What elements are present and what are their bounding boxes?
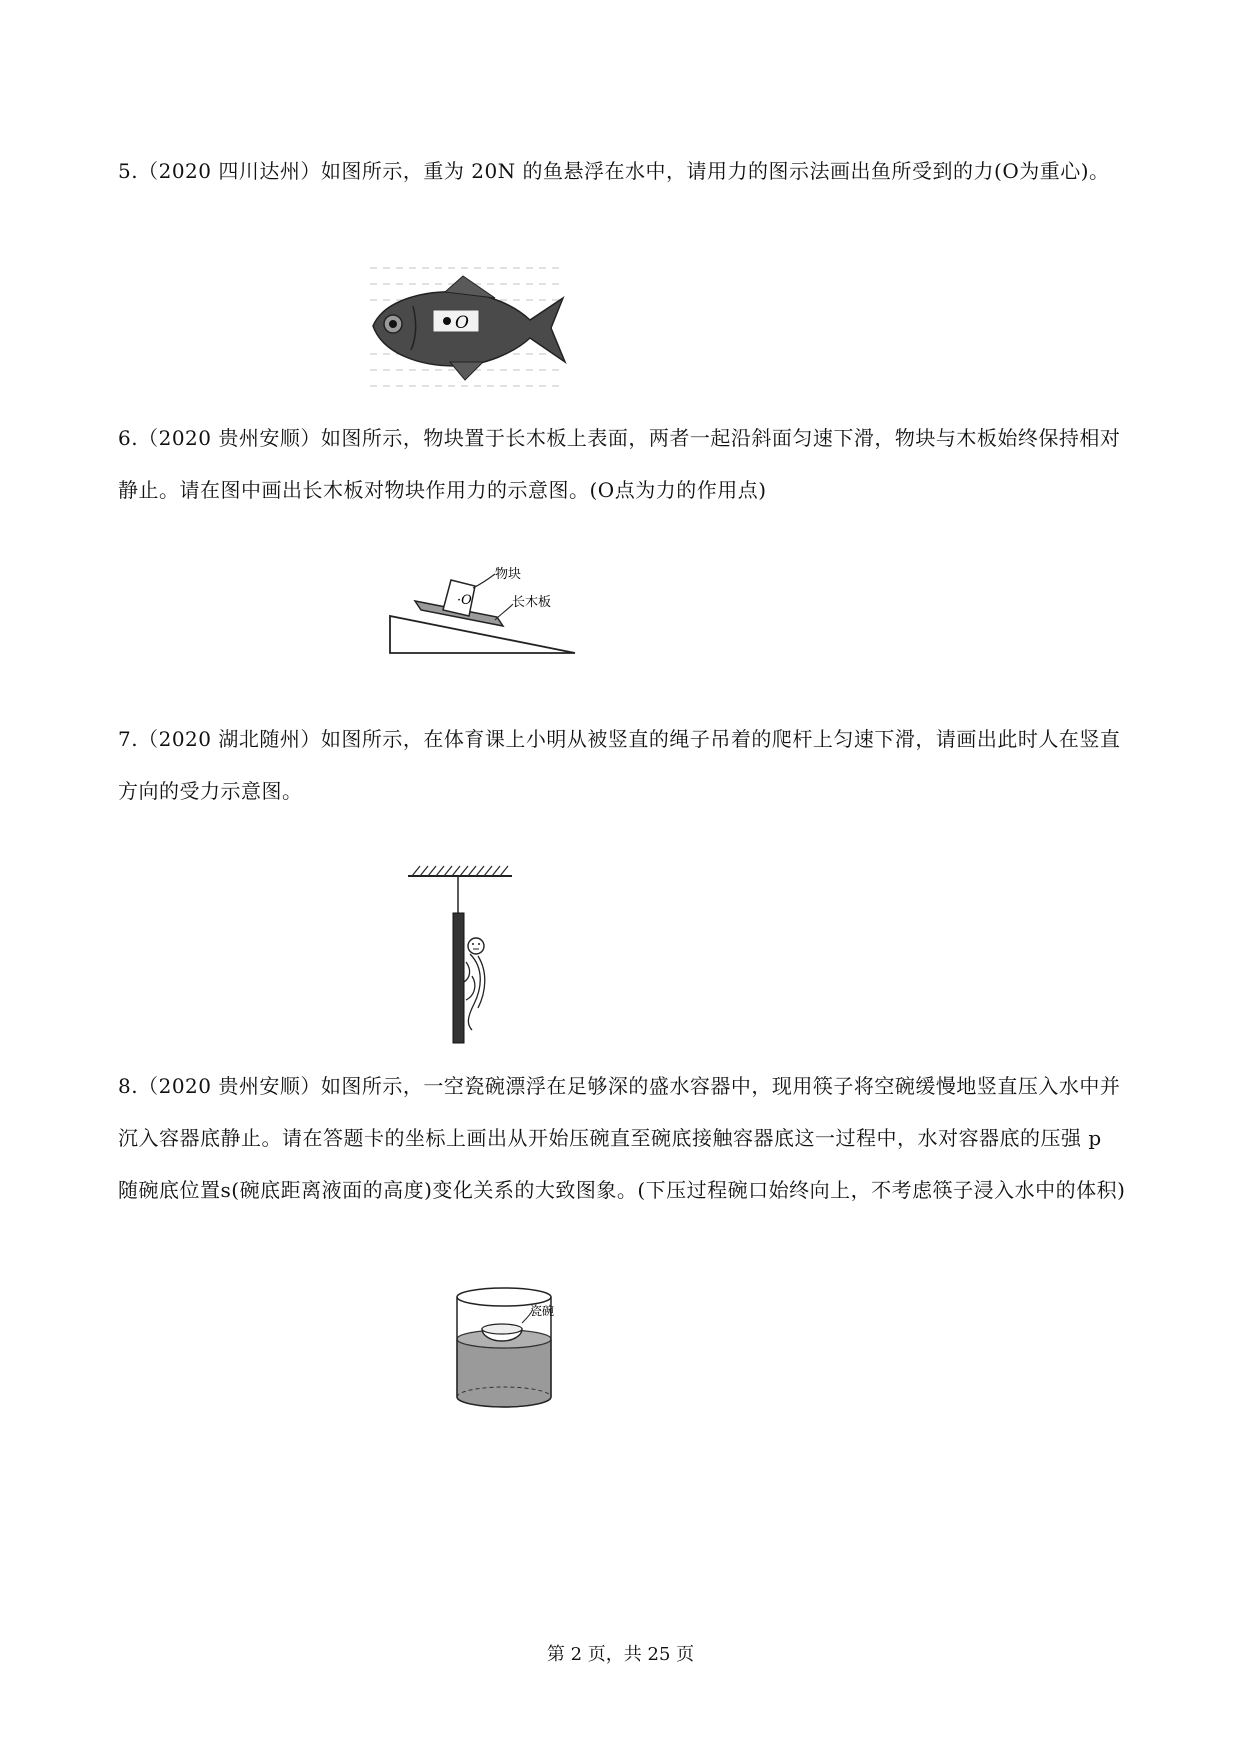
incline-figure (385, 558, 585, 658)
question-number: 7. (118, 727, 139, 751)
question-text: 如图所示，物块置于长木板上表面，两者一起沿斜面匀速下滑，物块与木板始终保持相对静止。请在图中画出长木板对物块作用力的示意图。(O点为力的作用点) (118, 426, 1121, 502)
question-7 (118, 713, 1128, 817)
question-source: （2020 贵州安顺） (138, 1074, 321, 1098)
question-5 (118, 145, 1128, 197)
block-label: 物块 (495, 567, 522, 582)
question-source: （2020 湖北随州） (138, 727, 321, 751)
bowl-label: 瓷碗 (530, 1304, 555, 1318)
question-text: 如图所示，在体育课上小明从被竖直的绳子吊着的爬杆上匀速下滑，请画出此时人在竖直方向的受力示意图。 (118, 727, 1121, 803)
climbing-pole-figure (400, 858, 525, 1048)
question-number: 8. (118, 1074, 139, 1098)
page-footer: 第 2 页，共 25 页 (546, 1644, 695, 1665)
fish-center-label: O (455, 313, 469, 333)
question-number: 5. (118, 159, 139, 183)
question-source: （2020 贵州安顺） (138, 426, 321, 450)
question-number: 6. (118, 426, 139, 450)
bowl-container-figure (450, 1285, 560, 1415)
board-label: 长木板 (512, 595, 552, 610)
question-text: 如图所示，重为 20N 的鱼悬浮在水中，请用力的图示法画出鱼所受到的力(O为重心)。 (320, 159, 1110, 183)
question-6 (118, 412, 1128, 516)
question-text: 如图所示，一空瓷碗漂浮在足够深的盛水容器中，现用筷子将空碗缓慢地竖直压入水中并沉入容器底静止。请在答题卡的坐标上画出从开始压碗直至碗底接触容器底这一过程中，水对容器底的压强 p 随碗底位置s(碗底距离液面的高度)变化关系的大致图象。(下压过程碗口始终向上，不考虑筷子浸入水中的体积) (118, 1074, 1126, 1202)
fish-figure (365, 262, 575, 392)
question-source: （2020 四川达州） (138, 159, 321, 183)
question-8 (118, 1060, 1128, 1216)
block-point-label: ·O (457, 593, 472, 608)
